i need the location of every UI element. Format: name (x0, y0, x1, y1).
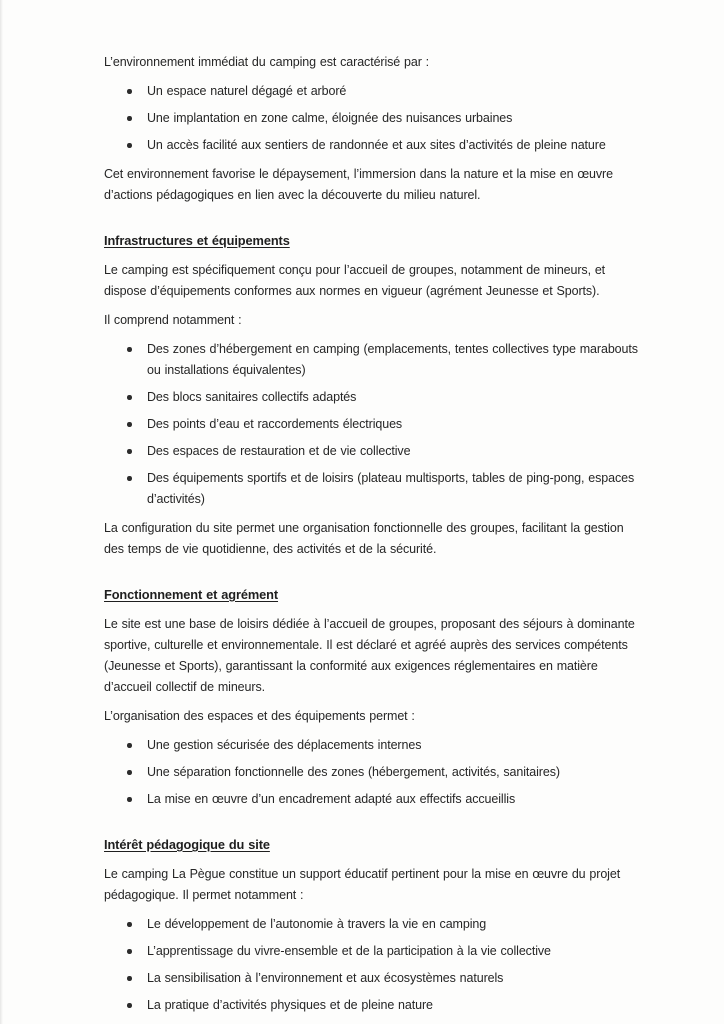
list-item (104, 135, 640, 156)
bullet-icon (127, 476, 132, 481)
scan-edge-artifact (0, 0, 3, 1024)
list-item (104, 468, 640, 510)
bullet-icon (127, 143, 132, 148)
intro-bullet-list (104, 81, 640, 156)
list-item-text: La mise en œuvre d’un encadrement adapté aux effectifs accueillis (147, 792, 516, 806)
list-item-text: Un espace naturel dégagé et arboré (147, 84, 347, 98)
paragraph: La configuration du site permet une organisation fonctionnelle des groupes, facilitant la gestion des temps de vie quotidienne, des activités et de la sécurité. (104, 521, 624, 556)
bullet-icon (127, 949, 132, 954)
paragraph: Le site est une base de loisirs dédiée à l’accueil de groupes, proposant des séjours à dominante sportive, culturelle et environnementale. Il est déclaré et agréé auprès des services compétents (Jeunesse et Sports), garantissant la conformité aux exigences réglementaires en matière d’accueil collectif de mineurs. (104, 617, 635, 694)
list-item (104, 339, 640, 381)
bullet-icon (127, 395, 132, 400)
intro-lead: L’environnement immédiat du camping est caractérisé par : (104, 55, 430, 69)
bullet-icon (127, 89, 132, 94)
list-item-text: Une séparation fonctionnelle des zones (hébergement, activités, sanitaires) (147, 765, 560, 779)
list-item-text: La sensibilisation à l’environnement et aux écosystèmes naturels (147, 971, 504, 985)
infrastructures-bullet-list (104, 339, 640, 510)
list-item (104, 441, 640, 462)
list-item-text: Une implantation en zone calme, éloignée des nuisances urbaines (147, 111, 513, 125)
list-item (104, 941, 640, 962)
list-item-text: Des espaces de restauration et de vie collective (147, 444, 411, 458)
list-item (104, 968, 640, 989)
bullet-icon (127, 347, 132, 352)
list-item-text: Le développement de l’autonomie à travers la vie en camping (147, 917, 487, 931)
bullet-icon (127, 976, 132, 981)
paragraph: Le camping La Pègue constitue un support éducatif pertinent pour la mise en œuvre du projet pédagogique. Il permet notamment : (104, 867, 621, 902)
bullet-icon (127, 1003, 132, 1008)
list-item-text: Des zones d’hébergement en camping (emplacements, tentes collectives type marabouts ou installations équivalentes) (147, 342, 638, 377)
list-item (104, 387, 640, 408)
list-item (104, 81, 640, 102)
list-item (104, 735, 640, 756)
list-item (104, 995, 640, 1016)
paragraph: Le camping est spécifiquement conçu pour l’accueil de groupes, notamment de mineurs, et dispose d’équipements conformes aux normes en vigueur (agrément Jeunesse et Sports). (104, 263, 606, 298)
bullet-icon (127, 422, 132, 427)
list-item-text: Une gestion sécurisée des déplacements internes (147, 738, 422, 752)
section-heading-interet-pedagogique: Intérêt pédagogique du site (104, 837, 270, 852)
list-item-text: Des points d’eau et raccordements électriques (147, 417, 403, 431)
bullet-icon (127, 770, 132, 775)
list-item-text: Des équipements sportifs et de loisirs (plateau multisports, tables de ping-pong, espaces d’activités) (147, 471, 635, 506)
bullet-icon (127, 797, 132, 802)
list-item (104, 762, 640, 783)
bullet-icon (127, 116, 132, 121)
bullet-icon (127, 449, 132, 454)
intro-closing-paragraph: Cet environnement favorise le dépaysement, l’immersion dans la nature et la mise en œuvre d’actions pédagogiques en lien avec la découverte du milieu naturel. (104, 167, 613, 202)
list-item-text: Des blocs sanitaires collectifs adaptés (147, 390, 357, 404)
list-item (104, 108, 640, 129)
list-item-text: Un accès facilité aux sentiers de randonnée et aux sites d’activités de pleine nature (147, 138, 606, 152)
list-item-text: La pratique d’activités physiques et de pleine nature (147, 998, 433, 1012)
interet-bullet-list (104, 914, 640, 1016)
bullet-icon (127, 922, 132, 927)
section-heading-fonctionnement: Fonctionnement et agrément (104, 587, 279, 602)
fonctionnement-bullet-list (104, 735, 640, 810)
paragraph: L’organisation des espaces et des équipements permet : (104, 709, 415, 723)
paragraph: Il comprend notamment : (104, 313, 242, 327)
list-item (104, 914, 640, 935)
section-heading-infrastructures: Infrastructures et équipements (104, 233, 290, 248)
list-item-text: L’apprentissage du vivre-ensemble et de la participation à la vie collective (147, 944, 551, 958)
list-item (104, 414, 640, 435)
list-item (104, 789, 640, 810)
bullet-icon (127, 743, 132, 748)
